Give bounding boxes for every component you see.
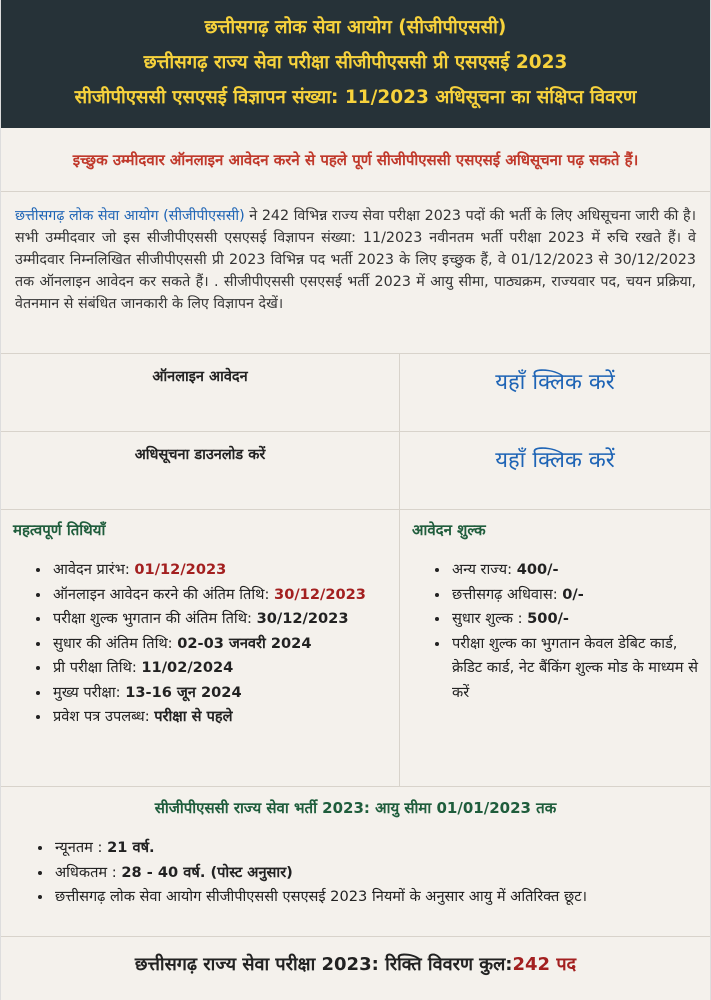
- intro-org-link[interactable]: छत्तीसगढ़ लोक सेवा आयोग (सीजीपीएससी): [15, 208, 245, 224]
- vacancy-count: 242 पद: [512, 954, 577, 975]
- fee-item: • अन्य राज्य: 400/-: [450, 558, 700, 583]
- notice-text: इच्छुक उम्मीदवार ऑनलाइन आवेदन करने से पहले पूर्ण सीजीपीएससी एसएसई अधिसूचना पढ़ सकते हैं।: [1, 128, 710, 192]
- download-notification-label: अधिसूचना डाउनलोड करें: [1, 432, 400, 509]
- fee-payment-note: • परीक्षा शुल्क का भुगतान केवल डेबिट कार्ड, क्रेडिट कार्ड, नेट बैंकिंग शुल्क मोड के माध्यम से करें: [450, 632, 700, 706]
- header-advt-title: सीजीपीएससी एसएसई विज्ञापन संख्या: 11/2023 अधिसूचना का संक्षिप्त विवरण: [74, 87, 637, 108]
- date-item: • मुख्य परीक्षा: 13-16 जून 2024: [51, 681, 389, 706]
- age-limit-list: [1, 836, 710, 910]
- apply-online-row: [1, 354, 710, 432]
- date-item: • प्री परीक्षा तिथि: 11/02/2024: [51, 656, 389, 681]
- download-notification-link[interactable]: यहाँ क्लिक करें: [495, 448, 615, 473]
- header-banner: [1, 0, 710, 128]
- vacancy-label: छत्तीसगढ़ राज्य सेवा परीक्षा 2023: रिक्ति विवरण कुल:: [134, 954, 513, 975]
- fee-item: • सुधार शुल्क : 500/-: [450, 607, 700, 632]
- intro-body: ने 242 विभिन्न राज्य सेवा परीक्षा 2023 पदों की भर्ती के लिए अधिसूचना जारी की है। सभी उम्मीदवार जो इस सीजीपीएससी एसएसई विज्ञापन संख्या: 11/2023 नवीनतम भर्ती परीक्षा 2023 में रुचि रखते हैं। वे उम्मीदवार निम्नलिखित सीजीपीएससी प्री 2023 विभिन्न पद भर्ती 2023 के लिए इच्छुक हैं, वे 01/12/2023 से 30/12/2023 तक ऑनलाइन आवेदन कर सकते हैं। . सीजीपीएससी एसएसई भर्ती 2023 में आयु सीमा, पाठ्यक्रम, राज्यवार पद, चयन प्रक्रिया, वेतनमान से संबंधित जानकारी के लिए विज्ञापन देखें।: [15, 208, 696, 312]
- date-item: • आवेदन प्रारंभ: 01/12/2023: [51, 558, 389, 583]
- dates-fees-row: [1, 510, 710, 787]
- fee-item: • छत्तीसगढ़ अधिवास: 0/-: [450, 583, 700, 608]
- important-dates-panel: [1, 510, 400, 786]
- age-relaxation-item: • छत्तीसगढ़ लोक सेवा आयोग सीजीपीएससी एसएसई 2023 नियमों के अनुसार आयु में अतिरिक्त छूट।: [53, 885, 710, 910]
- apply-online-label: ऑनलाइन आवेदन: [1, 354, 400, 431]
- age-max-item: • अधिकतम : 28 - 40 वर्ष. (पोस्ट अनुसार): [53, 861, 710, 886]
- date-item: • ऑनलाइन आवेदन करने की अंतिम तिथि: 30/12/2023: [51, 583, 389, 608]
- download-notification-row: [1, 432, 710, 510]
- application-fee-title: आवेदन शुल्क: [412, 521, 486, 539]
- header-exam-title: छत्तीसगढ़ राज्य सेवा परीक्षा सीजीपीएससी प्री एसएसई 2023: [143, 52, 568, 73]
- apply-online-link[interactable]: यहाँ क्लिक करें: [495, 370, 615, 395]
- vacancy-total-heading: [1, 937, 710, 991]
- age-limit-title: सीजीपीएससी राज्य सेवा भर्ती 2023: आयु सीमा 01/01/2023 तक: [154, 799, 557, 817]
- application-fee-list: [412, 558, 700, 705]
- header-org-title: छत्तीसगढ़ लोक सेवा आयोग (सीजीपीएससी): [204, 17, 507, 38]
- application-fee-panel: [400, 510, 710, 786]
- age-min-item: • न्यूनतम : 21 वर्ष.: [53, 836, 710, 861]
- important-dates-list: [13, 558, 389, 730]
- age-limit-section: [1, 787, 710, 937]
- important-dates-title: महत्वपूर्ण तिथियाँ: [13, 521, 106, 539]
- date-item: • परीक्षा शुल्क भुगतान की अंतिम तिथि: 30/12/2023: [51, 607, 389, 632]
- intro-paragraph: [1, 192, 710, 354]
- date-item: • सुधार की अंतिम तिथि: 02-03 जनवरी 2024: [51, 632, 389, 657]
- date-item: • प्रवेश पत्र उपलब्ध: परीक्षा से पहले: [51, 705, 389, 730]
